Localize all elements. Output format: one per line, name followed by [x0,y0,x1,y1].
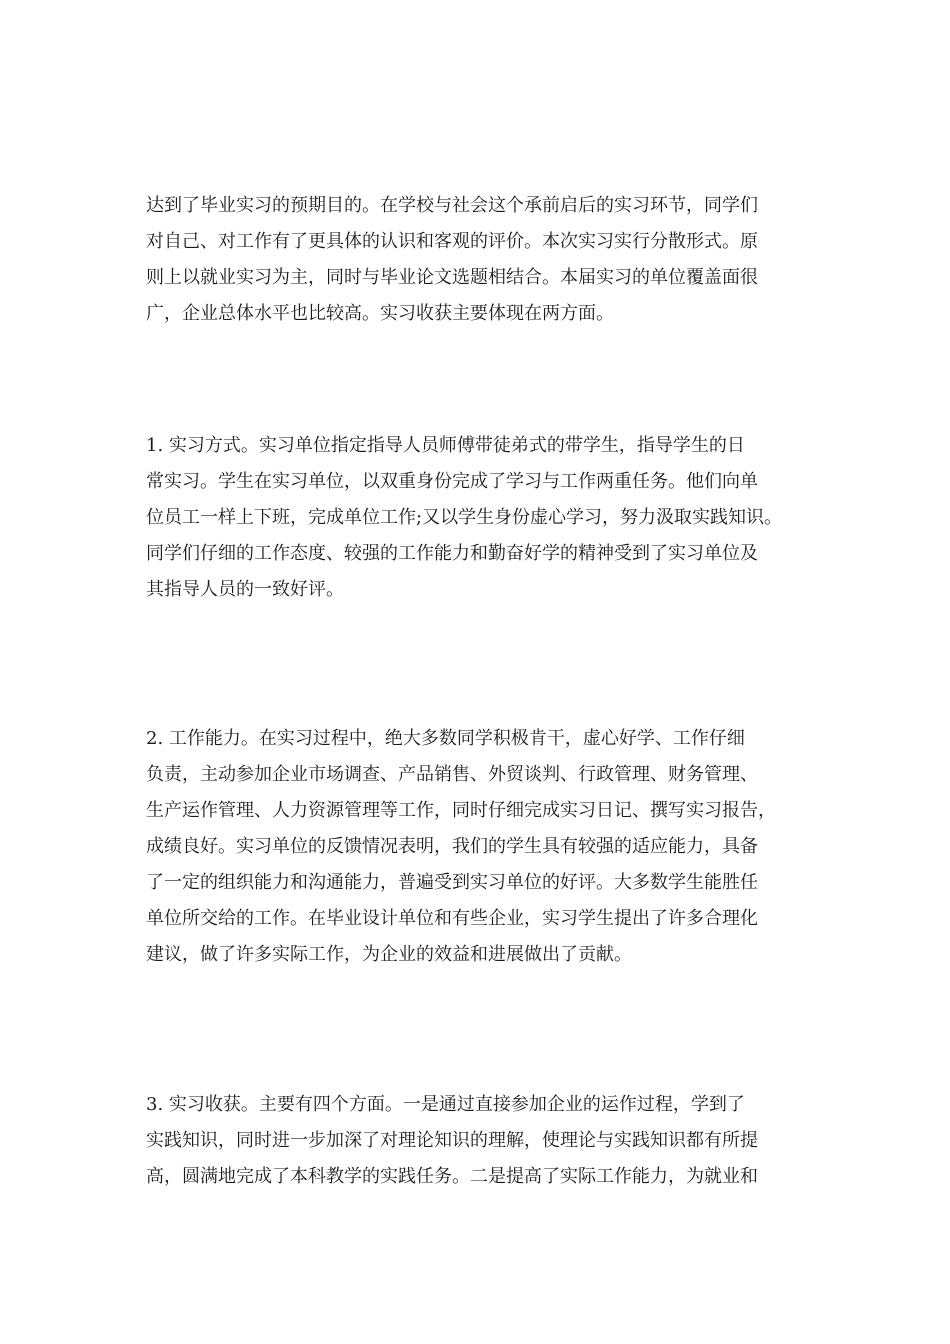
text-line: 位员工一样上下班，完成单位工作;又以学生身份虚心学习，努力汲取实践知识。 [146,507,783,528]
text-line: 广，企业总体水平也比较高。实习收获主要体现在两方面。 [146,303,614,324]
paragraph-internship-method [146,428,826,608]
paragraph-work-ability [146,721,826,973]
text-line: 建议，做了许多实际工作，为企业的效益和进展做出了贡献。 [146,944,632,965]
text-line: 成绩良好。实习单位的反馈情况表明，我们的学生具有较强的适应能力，具备 [146,836,758,857]
text-line: 同学们仔细的工作态度、较强的工作能力和勤奋好学的精神受到了实习单位及 [146,543,758,564]
text-line: 3. 实习收获。主要有四个方面。一是通过直接参加企业的运作过程，学到了 [146,1094,745,1115]
paragraph-internship-gains [146,1087,826,1195]
paragraph-intro [146,188,826,332]
text-line: 实践知识，同时进一步加深了对理论知识的理解，使理论与实践知识都有所提 [146,1130,758,1151]
text-line: 对自己、对工作有了更具体的认识和客观的评价。本次实习实行分散形式。原 [146,231,758,252]
text-line: 负责，主动参加企业市场调查、产品销售、外贸谈判、行政管理、财务管理、 [146,764,758,785]
text-line: 生产运作管理、人力资源管理等工作，同时仔细完成实习日记、撰写实习报告， [146,800,776,821]
text-line: 达到了毕业实习的预期目的。在学校与社会这个承前启后的实习环节，同学们 [146,195,758,216]
text-line: 其指导人员的一致好评。 [146,579,344,600]
text-line: 1. 实习方式。实习单位指定指导人员师傅带徒弟式的带学生，指导学生的日 [146,435,745,456]
text-line: 了一定的组织能力和沟通能力，普遍受到实习单位的好评。大多数学生能胜任 [146,872,758,893]
text-line: 高，圆满地完成了本科教学的实践任务。二是提高了实际工作能力，为就业和 [146,1166,758,1187]
text-line: 2. 工作能力。在实习过程中，绝大多数同学积极肯干，虚心好学、工作仔细 [146,728,745,749]
text-line: 常实习。学生在实习单位，以双重身份完成了学习与工作两重任务。他们向单 [146,471,758,492]
text-line: 单位所交给的工作。在毕业设计单位和有些企业，实习学生提出了许多合理化 [146,908,758,929]
text-line: 则上以就业实习为主，同时与毕业论文选题相结合。本届实习的单位覆盖面很 [146,267,758,288]
